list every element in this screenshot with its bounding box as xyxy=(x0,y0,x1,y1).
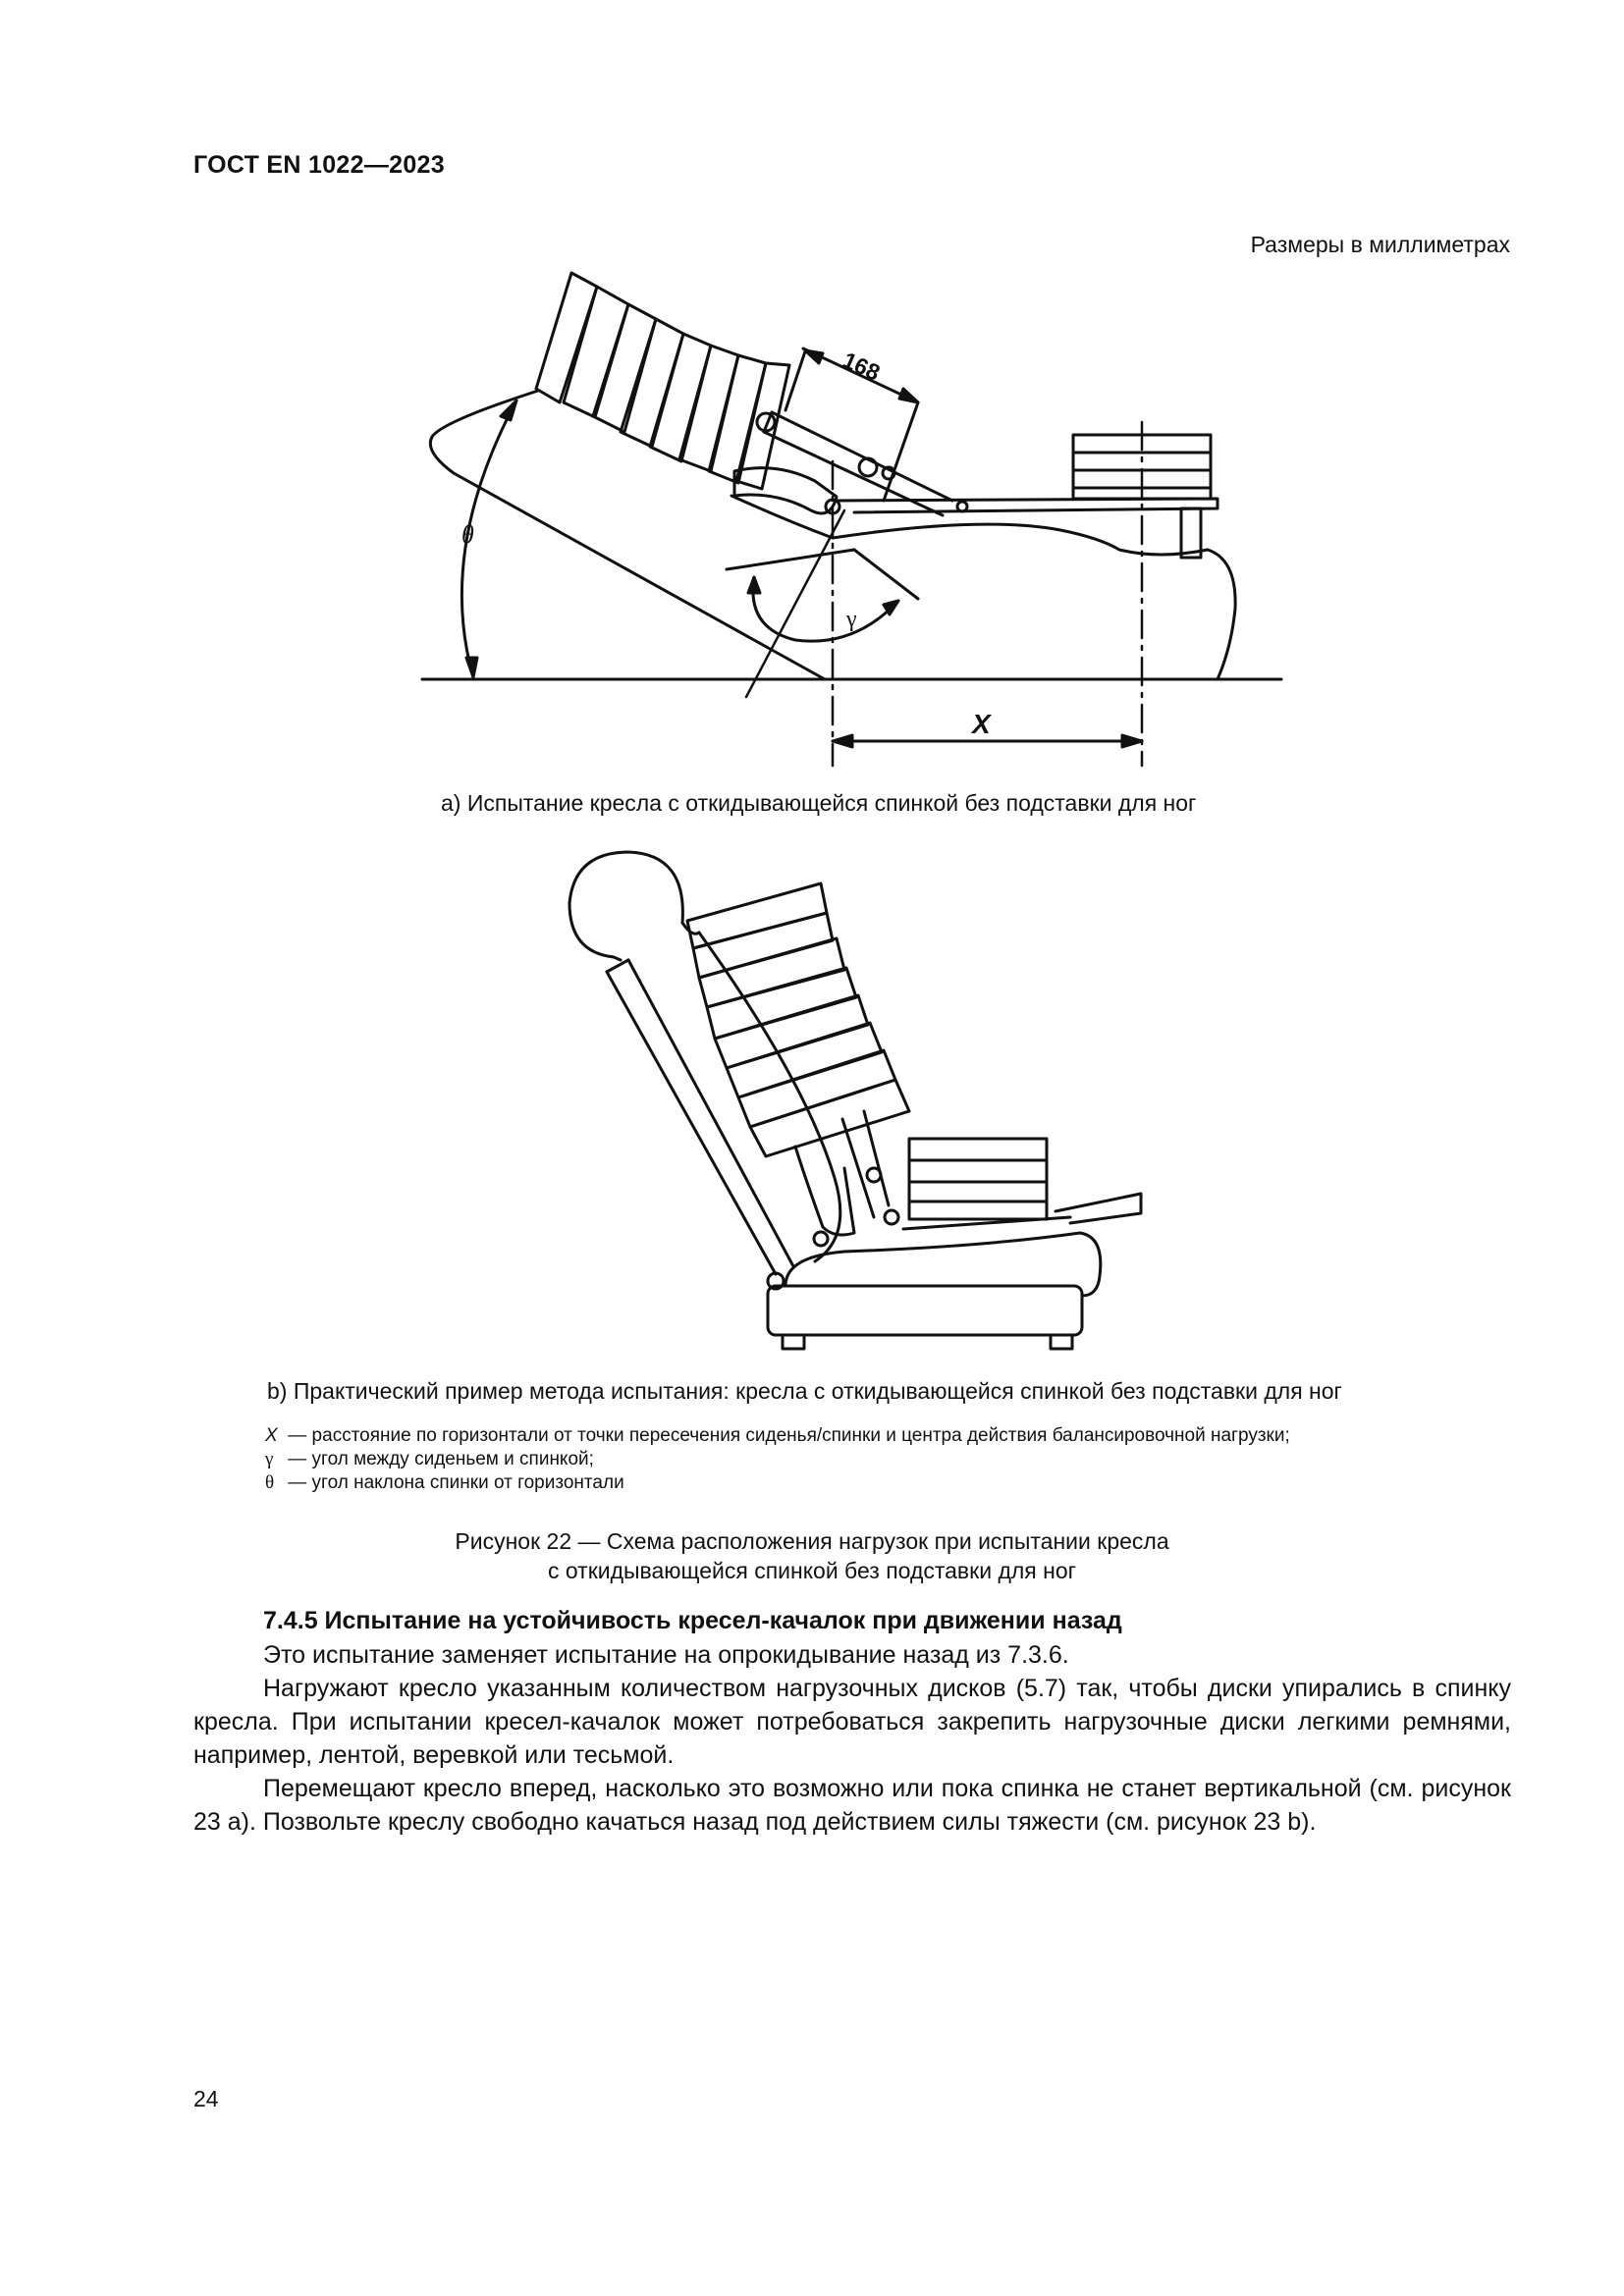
figure-title-line1: Рисунок 22 — Схема расположения нагрузок при испытании кресла xyxy=(455,1528,1169,1554)
page-number: 24 xyxy=(193,2086,219,2111)
paragraph: Это испытание заменяет испытание на опрокидывание назад из 7.3.6. xyxy=(263,1641,1069,1669)
legend-text: — угол между сиденьем и спинкой; xyxy=(288,1449,594,1469)
legend-item-x xyxy=(265,1425,1290,1447)
units-note: Размеры в миллиметрах xyxy=(1250,232,1510,257)
legend-text: — угол наклона спинки от горизонтали xyxy=(288,1472,624,1493)
gamma-label: γ xyxy=(846,607,857,632)
legend-symbol: θ xyxy=(265,1472,275,1493)
figure-a-caption: а) Испытание кресла с откидывающейся спинкой без подставки для ног xyxy=(441,790,1197,816)
headrest xyxy=(569,852,682,960)
paragraph: Перемещают кресло вперед, насколько это возможно или пока спинка не станет вертикальной (см. рисунок 23 а). Позвольте креслу свободно качаться назад под действием силы тяжести (см. рисунок 23 b). xyxy=(193,1775,1511,1836)
legend-text: — расстояние по горизонтали от точки пересечения сиденья/спинки и центра действия балансировочной нагрузки; xyxy=(288,1425,1290,1446)
legend-item-gamma xyxy=(265,1449,594,1470)
dimension-168-label: 168 xyxy=(839,347,885,386)
legend-symbol: X xyxy=(265,1425,278,1446)
legend-symbol: γ xyxy=(265,1449,274,1469)
weight-stack-b xyxy=(909,1139,1047,1219)
x-label: X xyxy=(972,709,991,739)
legend-item-theta xyxy=(265,1472,624,1494)
seat-base xyxy=(768,1286,1082,1335)
disc-stack-b xyxy=(687,883,909,1156)
section-heading: 7.4.5 Испытание на устойчивость кресел-качалок при движении назад xyxy=(263,1607,1122,1634)
figure-b-caption: b) Практический пример метода испытания: кресла с откидывающейся спинкой без подставки для ног xyxy=(267,1378,1342,1404)
figure-title-line2: с откидывающейся спинкой без подставки для ног xyxy=(547,1558,1077,1583)
document-header: ГОСТ EN 1022—2023 xyxy=(193,151,445,179)
figure-title xyxy=(0,1526,1624,1585)
paragraph: Нагружают кресло указанным количеством нагрузочных дисков (5.7) так, чтобы диски упирались в спинку кресла. При испытании кресел-качалок может потребоваться закрепить нагрузочные диски легкими ремнями, например, лентой, веревкой или тесьмой. xyxy=(193,1675,1511,1769)
body-text xyxy=(193,1638,1511,1839)
theta-label: θ xyxy=(461,520,474,549)
